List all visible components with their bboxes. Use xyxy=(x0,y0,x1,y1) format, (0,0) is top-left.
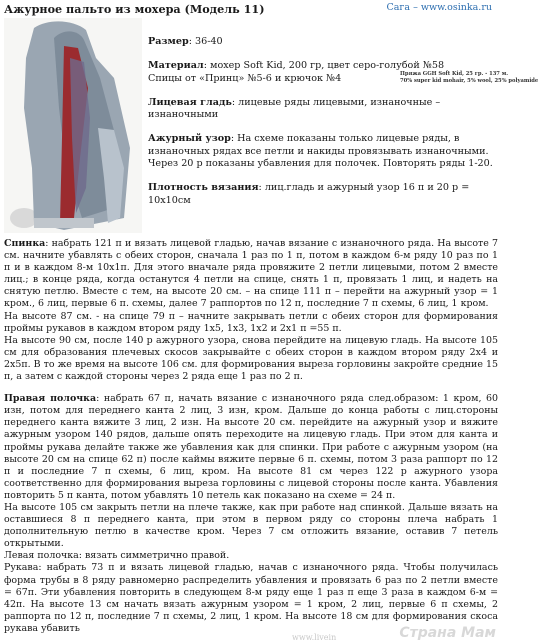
size-line: Размер: 36-40 xyxy=(148,36,223,47)
gauge-block: Плотность вязания: лиц.гладь и ажурный узор 16 п и 20 р = 10х10см xyxy=(148,182,470,206)
watermark-logo: Страна Мам xyxy=(399,625,496,641)
site-link[interactable]: Сага – www.osinka.ru xyxy=(386,2,492,13)
material-block: Материал: мохер Soft Kid, 200 гр, цвет серо-голубой №58 Спицы от «Принц» №5-6 и крючок №4 xyxy=(148,60,496,85)
front-paragraph-2: На высоте 105 см закрыть петли на плече также, как при работе над спинкой. Дальше вязать на оставшиеся 8 п переднего канта, при этом в первом ряду со стороны плеча набрать 1 дополнительную петлю в качестве кром. Через 7 см отложить вязание, оставив 7 петель открытыми. xyxy=(4,501,498,550)
back-paragraph-2: На высоте 87 см. - на спице 79 п – начните закрывать петли с обеих сторон для формирования проймы рукавов в каждом втором ряду 1х5, 1х3, 1х2 и 2х1 п =55 п. xyxy=(4,310,498,334)
back-paragraph: Спинка: набрать 121 п и вязать лицевой гладью, начав вязание с изнаночного ряда. На высоте 7 см. начните убавлять с обеих сторон, сначала 1 раз по 1 п, потом в каждом 6-м ряду 10 раз по 1 п и в каждом 8-м 10х1п. Для этого вначале ряда провяжите 2 петли лицевыми, потом 2 вместе лиц.; в конце ряда, когда останутся 4 петли на спице, снять 1 п, провязать 1 лиц, и надеть на снятую петлю. Вместе с тем, на высоте 20 см. – на спице 111 п – перейти на ажурный узор = 1 кром., 6 лиц, первые 6 п. схемы, далее 7 раппортов по 12 п, последние 7 п схемы, 6 лиц, 1 кром. xyxy=(4,238,498,310)
sleeve-paragraph: Рукава: набрать 73 п и вязать лицевой гладью, начав с изнаночного ряда. Чтобы получилась форма трубы в 8 ряду равномерно распределить убавления и провязать 6 раз по 2 петли вместе = 67п. Эти убавления повторить в следующем 8-м ряду еще 1 раз п еще 3 раза в каждом 6-м = 42п. На высоте 13 см начать вязать ажурным узором = 1 кром, 2 лиц, первые 6 п схемы, 2 раппорта по 12 п, последние 7 п схемы, 2 лиц, 1 кром. На высоте 18 см для формирования скоса рукава убавить xyxy=(4,562,498,634)
page-title: Ажурное пальто из мохера (Модель 11) xyxy=(4,2,265,16)
stockinette-block: Лицевая гладь: лицевые ряды лицевыми, изнаночные – изнаночными xyxy=(148,96,441,121)
back-paragraph-3: На высоте 90 см, после 140 р ажурного узора, снова перейдите на лицевую гладь. На высоте 105 см для образования плечевых скосов закрывайте с обеих сторон в каждом втором ряду 2х4 и 2х5п. В то же время на высоте 106 см. для формирования выреза горловины закройте средние 15 п, а затем с каждой стороны через 2 ряда еще 1 раз по 2 п. xyxy=(4,334,498,383)
front-paragraph: Правая полочка: набрать 67 п, начать вязание с изнаночного ряда след.образом: 1 кром, 60 изн, потом для переднего канта 2 лиц, 3 изн, кром. Дальше до конца работы с лиц.стороны переднего канта вяжите 3 лиц, 2 изн. На высоте 20 см. перейдите на ажурный узор и вяжите ажурным узором 140 рядов, дальше опять переходите на лицевую гладь. При этом для канта и проймы рукава делайте также же убавления как для спинки. При работе с ажурным узором (на высоте 20 см на спице 62 п) после каймы вяжите первые 6 п. схемы, потом 3 раза раппорт по 12 п и последние 7 п схемы, 6 лиц, кром. На высоте 81 см через 122 р ажурного узора соответственно для формирования выреза горловины с лицевой стороны после канта. Убавления повторить 5 п канта, потом убавлять 10 петель как показано на схеме = 24 п. xyxy=(4,393,498,501)
instructions xyxy=(4,238,498,635)
needles-line: Спицы от «Принц» №5-6 и крючок №4 xyxy=(148,72,342,84)
specs-block xyxy=(148,36,496,219)
model-photo xyxy=(4,18,142,233)
left-front-line: Левая полочка: вязать симметрично правой. xyxy=(4,550,230,562)
coat-illustration xyxy=(4,18,142,233)
yarn-note: Пряжа GGH Soft Kid, 25 гр. - 137 м. 70% super kid mohair, 5% wool, 25% polyamide xyxy=(400,71,538,84)
lace-block: Ажурный узор: На схеме показаны только лицевые ряды, в изнаночных рядах все петли и накиды провязывать изнаночными. Через 20 р показаны убавления для полочек. Повторять ряды 1-20. xyxy=(148,133,493,170)
watermark-url: www.livein xyxy=(292,633,337,642)
